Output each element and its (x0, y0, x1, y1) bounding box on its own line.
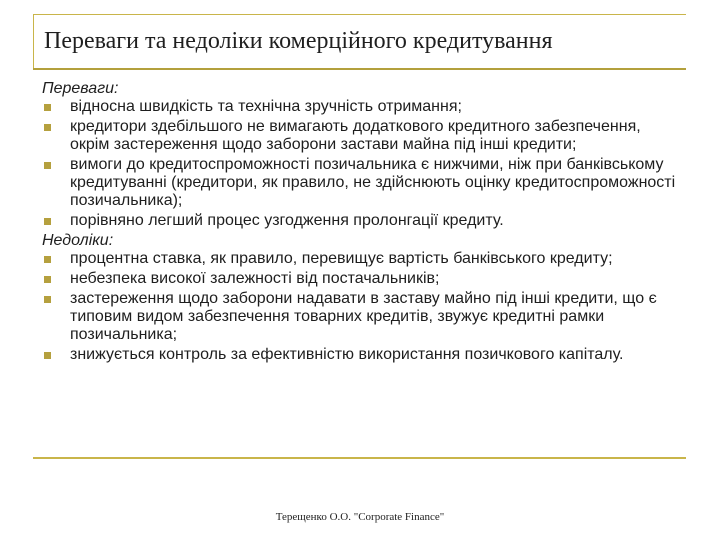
list-item (42, 290, 682, 344)
list-item (42, 212, 682, 230)
list-item (42, 250, 682, 268)
list-item-text: знижується контроль за ефективністю використання позичкового капіталу. (70, 346, 624, 363)
disadvantages-list (42, 250, 682, 364)
list-item-text: вимоги до кредитоспроможності позичальника є нижчими, ніж при банківському кредитуванні (кредитори, як правило, не здійснюють оцінку кредитоспроможності позичальника); (70, 156, 676, 209)
disadvantages-heading: Недоліки: (42, 232, 114, 249)
list-item (42, 346, 682, 364)
footer-credit: Терещенко О.О. "Corporate Finance" (275, 511, 445, 523)
list-item-text: кредитори здебільшого не вимагають додаткового кредитного забезпечення, окрім застереження щодо заборони застави майна під інші кредити; (70, 118, 641, 153)
square-bullet-icon (44, 276, 51, 283)
square-bullet-icon (44, 296, 51, 303)
advantages-list (42, 98, 682, 230)
list-item (42, 156, 682, 210)
list-item (42, 98, 682, 116)
square-bullet-icon (44, 256, 51, 263)
footer-divider (33, 457, 686, 459)
list-item (42, 118, 682, 154)
list-item-text: процентна ставка, як правило, перевищує вартість банківського кредиту; (70, 250, 613, 267)
frame-left-line (33, 14, 34, 70)
list-item-text: відносна швидкість та технічна зручність отримання; (70, 98, 462, 115)
square-bullet-icon (44, 162, 51, 169)
square-bullet-icon (44, 218, 51, 225)
list-item-text: застереження щодо заборони надавати в заставу майно під інші кредити, що є типовим видом забезпечення товарних кредитів, звужує кредитні рамки позичальника; (70, 290, 657, 343)
list-item-text: небезпека високої залежності від постачальників; (70, 270, 440, 287)
square-bullet-icon (44, 352, 51, 359)
slide-title: Переваги та недоліки комерційного кредитування (44, 28, 553, 54)
frame-top-line (33, 14, 686, 15)
list-item-text: порівняно легший процес узгодження пролонгації кредиту. (70, 212, 504, 229)
list-item (42, 270, 682, 288)
slide-body (42, 80, 682, 366)
title-divider (33, 68, 686, 70)
advantages-heading: Переваги: (42, 80, 119, 97)
square-bullet-icon (44, 104, 51, 111)
square-bullet-icon (44, 124, 51, 131)
